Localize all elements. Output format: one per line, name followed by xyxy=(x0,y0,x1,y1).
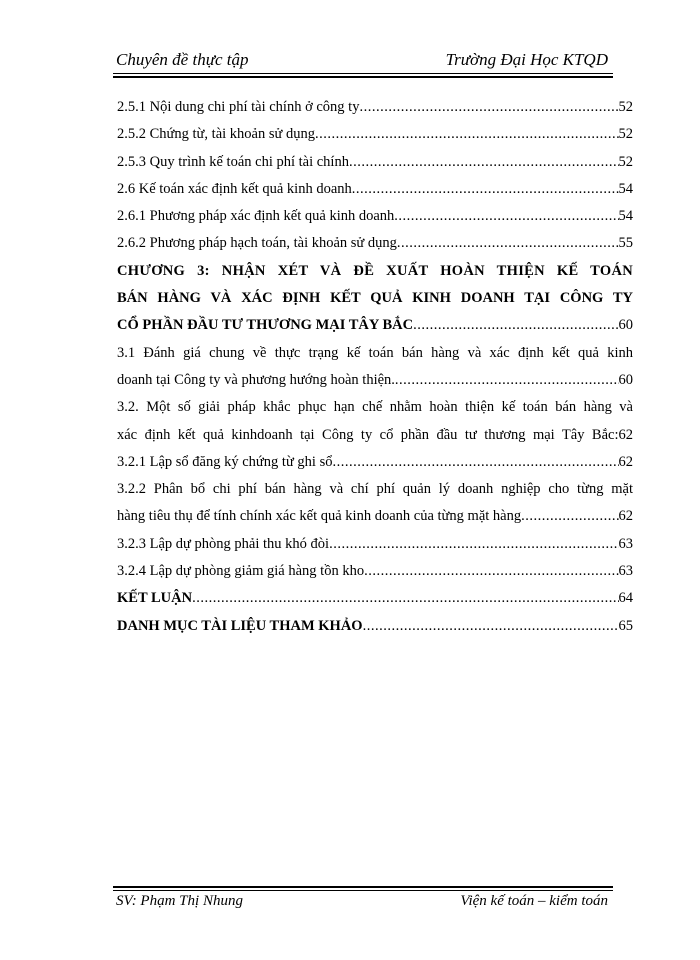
toc-leader-dots xyxy=(397,230,619,257)
toc-entry-title: 2.5.1 Nội dung chi phí tài chính ở công ty xyxy=(117,99,360,115)
toc-leader-dots xyxy=(395,367,619,394)
toc-leader-dots xyxy=(315,121,619,148)
toc-entry-3-2-2-line-1: 3.2.2 Phân bổ chi phí bán hàng và chí phí quản lý doanh nghiệp cho từng mặt xyxy=(117,481,633,498)
toc-entry-2-5-3 xyxy=(117,149,633,176)
footer-institute: Viện kế toán – kiểm toán xyxy=(460,893,608,909)
toc-entry-title: 3.2.3 Lập dự phòng phải thu khó đòi xyxy=(117,535,330,552)
toc-entry-ket-luan xyxy=(117,585,633,612)
toc-leader-dots xyxy=(349,149,619,176)
toc-entry-title: hàng tiêu thụ để tính chính xác kết quả kinh doanh của từng mặt hàng xyxy=(117,508,522,525)
toc-entry-title: doanh tại Công ty và phương hướng hoàn thiện. xyxy=(117,371,395,388)
toc-leader-dots xyxy=(352,176,619,203)
toc-page-number: 54 xyxy=(618,208,633,225)
footer-student-name: SV: Phạm Thị Nhung xyxy=(116,893,243,909)
toc-page-number: 52 xyxy=(618,153,633,170)
header-university: Trường Đại Học KTQD xyxy=(445,50,608,69)
toc-entry-title: 2.6.1 Phương pháp xác định kết quả kinh doanh xyxy=(117,208,395,225)
toc-leader-dots xyxy=(192,585,618,612)
toc-page-number: 64 xyxy=(618,590,633,607)
toc-entry-title: 2.6.2 Phương pháp hạch toán, tài khoản sử dụng xyxy=(117,235,397,252)
toc-chapter-3-line-2: BÁN HÀNG VÀ XÁC ĐỊNH KẾT QUẢ KINH DOANH TẠI CÔNG TY xyxy=(117,290,633,307)
table-of-contents xyxy=(117,94,633,640)
toc-entry-2-6 xyxy=(117,176,633,203)
toc-page-number: 60 xyxy=(618,371,633,388)
toc-page-number: 63 xyxy=(618,563,633,580)
toc-leader-dots xyxy=(364,558,618,585)
toc-page-number: 65 xyxy=(618,617,633,634)
toc-page-number: 54 xyxy=(618,180,633,197)
toc-entry-title: 3.2.4 Lập dự phòng giảm giá hàng tồn kho xyxy=(117,563,365,580)
toc-leader-dots xyxy=(413,312,618,339)
toc-entry-3-2-1 xyxy=(117,449,633,476)
toc-entry-title: CỔ PHẦN ĐẦU TƯ THƯƠNG MẠI TÂY BẮC xyxy=(117,317,414,334)
toc-page-number: 52 xyxy=(618,126,633,143)
toc-entry-title: 3.2.1 Lập sổ đăng ký chứng từ ghi sổ xyxy=(117,453,333,470)
toc-leader-dots xyxy=(363,613,619,640)
toc-page-number: 52 xyxy=(618,99,633,115)
toc-page-number: 62 xyxy=(618,508,633,525)
toc-page-number: 55 xyxy=(618,235,633,252)
toc-leader-dots xyxy=(332,449,618,476)
toc-entry-3-1-line-2 xyxy=(117,367,633,394)
toc-entry-3-2-2-line-2 xyxy=(117,503,633,530)
toc-chapter-3-line-3 xyxy=(117,312,633,339)
toc-entry-2-5-2 xyxy=(117,121,633,148)
toc-entry-danh-muc xyxy=(117,613,633,640)
toc-leader-dots xyxy=(394,203,618,230)
toc-entry-title: 2.5.2 Chứng từ, tài khoản sử dụng xyxy=(117,126,315,143)
toc-leader-dots xyxy=(329,531,618,558)
toc-leader-dots xyxy=(521,503,618,530)
toc-entry-3-2-4 xyxy=(117,558,633,585)
toc-page-number: 60 xyxy=(618,317,633,334)
toc-entry-title: DANH MỤC TÀI LIỆU THAM KHẢO xyxy=(117,617,363,634)
toc-chapter-3-line-1: CHƯƠNG 3: NHẬN XÉT VÀ ĐỀ XUẤT HOÀN THIỆN KẾ TOÁN xyxy=(117,262,633,279)
toc-entry-title: 2.6 Kế toán xác định kết quả kinh doanh xyxy=(117,180,352,197)
header-report-title: Chuyên đề thực tập xyxy=(116,50,249,69)
toc-entry-title: 2.5.3 Quy trình kế toán chi phí tài chính xyxy=(117,153,349,170)
header-divider xyxy=(113,73,613,78)
toc-entry-2-6-2 xyxy=(117,230,633,257)
toc-page-number: 62 xyxy=(618,453,633,470)
toc-entry-2-5-1 xyxy=(117,94,633,121)
toc-page-number: 63 xyxy=(618,535,633,552)
toc-entry-3-2-line-1: 3.2. Một số giải pháp khắc phục hạn chế nhằm hoàn thiện kế toán bán hàng và xyxy=(117,399,633,416)
toc-entry-3-2-3 xyxy=(117,531,633,558)
footer-divider xyxy=(113,886,613,891)
page-header xyxy=(113,50,613,74)
toc-entry-2-6-1 xyxy=(117,203,633,230)
toc-entry-3-1-line-1: 3.1 Đánh giá chung về thực trạng kế toán bán hàng và xác định kết quả kinh xyxy=(117,344,633,361)
toc-leader-dots xyxy=(359,94,618,121)
toc-entry-3-2-line-2: xác định kết quả kinhdoanh tại Công ty cổ phần đầu tư thương mại Tây Bắc:62 xyxy=(117,426,633,443)
page-footer xyxy=(113,893,613,915)
toc-entry-title: KẾT LUẬN xyxy=(117,590,193,607)
